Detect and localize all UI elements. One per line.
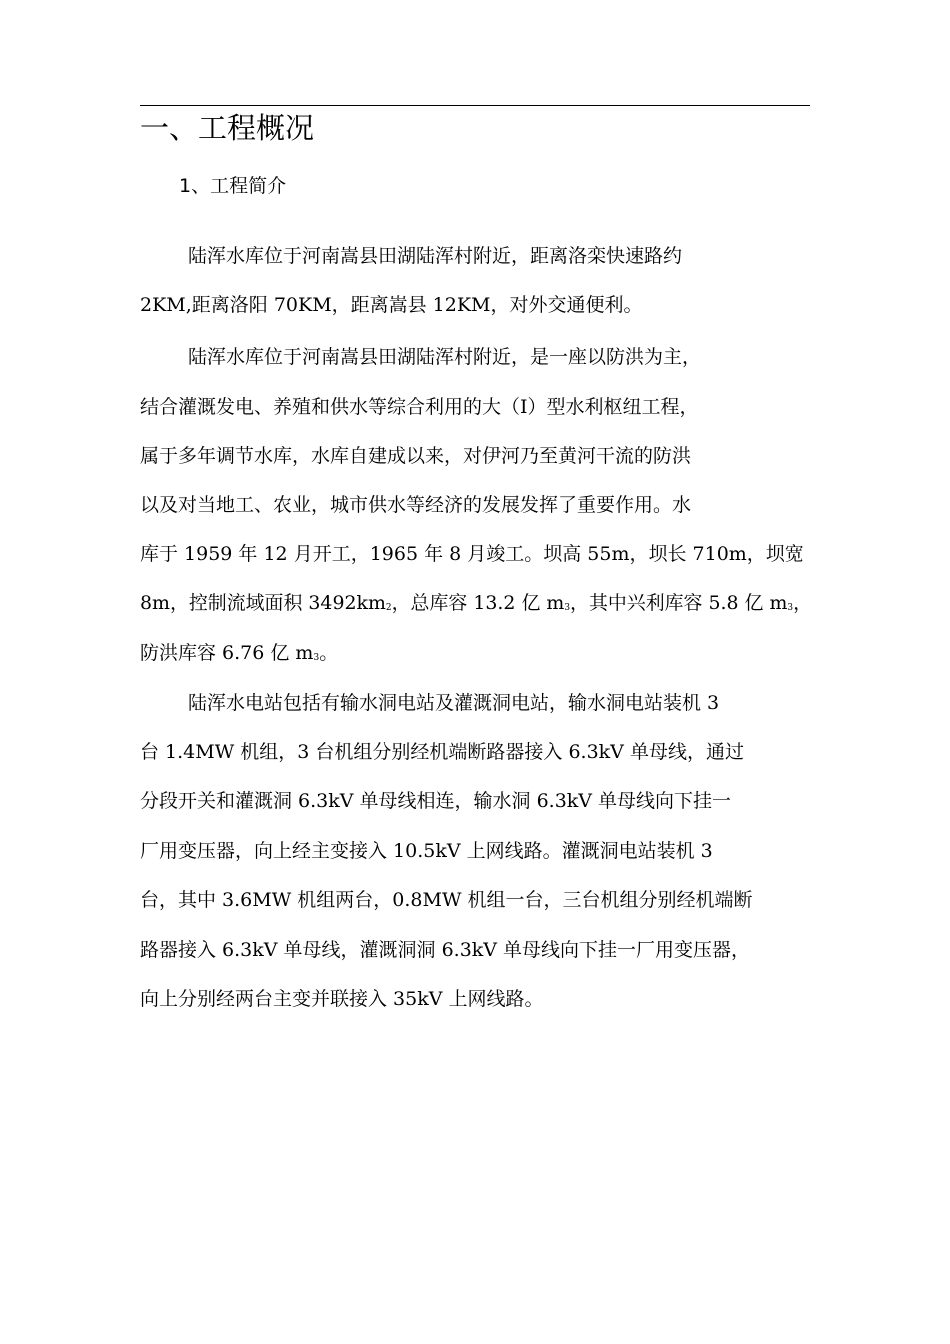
paragraph-2-line-6 bbox=[140, 590, 812, 616]
paragraph-3-line-3: 分段开关和灌溉洞 6.3kV 单母线相连，输水洞 6.3kV 单母线向下挂一 bbox=[140, 790, 732, 812]
area-unit-superscript: 2 bbox=[385, 603, 392, 613]
paragraph-2-line-2: 结合灌溉发电、养殖和供水等综合利用的大（I）型水利枢纽工程， bbox=[140, 396, 699, 418]
paragraph-1-line-2: 2KM,距离洛阳 70KM，距离嵩县 12KM，对外交通便利。 bbox=[140, 294, 643, 316]
paragraph-2-line-7-part-2: 。 bbox=[319, 642, 339, 664]
volume-unit-superscript-3: 3 bbox=[313, 653, 320, 663]
paragraph-2-line-7-part-1: 防洪库容 6.76 亿 m bbox=[140, 642, 314, 664]
paragraph-2-line-6-part-1: 8m，控制流域面积 3492km bbox=[140, 592, 386, 614]
paragraph-2-line-6-part-4: ， bbox=[793, 592, 813, 614]
paragraph-2-line-3: 属于多年调节水库，水库自建成以来，对伊河乃至黄河干流的防洪 bbox=[140, 445, 692, 467]
volume-unit-superscript-1: 3 bbox=[564, 603, 571, 613]
paragraph-3-line-6: 路器接入 6.3kV 单母线，灌溉洞洞 6.3kV 单母线向下挂一厂用变压器， bbox=[140, 939, 751, 961]
paragraph-3-line-7: 向上分别经两台主变并联接入 35kV 上网线路。 bbox=[140, 988, 544, 1010]
subsection-heading: 1、工程简介 bbox=[179, 175, 287, 197]
section-heading: 一、工程概况 bbox=[140, 111, 315, 145]
paragraph-2-line-6-part-3: ，其中兴利库容 5.8 亿 m bbox=[570, 592, 788, 614]
header-rule bbox=[140, 105, 810, 106]
paragraph-1-line-1: 陆浑水库位于河南嵩县田湖陆浑村附近，距离洛栾快速路约 bbox=[188, 245, 683, 267]
paragraph-2-line-5: 库于 1959 年 12 月开工，1965 年 8 月竣工。坝高 55m，坝长 710m，坝宽 bbox=[140, 543, 804, 565]
paragraph-2-line-1: 陆浑水库位于河南嵩县田湖陆浑村附近，是一座以防洪为主， bbox=[188, 346, 702, 368]
paragraph-3-line-4: 厂用变压器，向上经主变接入 10.5kV 上网线路。灌溉洞电站装机 3 bbox=[140, 840, 713, 862]
paragraph-3-line-2: 台 1.4MW 机组，3 台机组分别经机端断路器接入 6.3kV 单母线，通过 bbox=[140, 741, 744, 763]
paragraph-2-line-4: 以及对当地工、农业，城市供水等经济的发展发挥了重要作用。水 bbox=[140, 494, 692, 516]
paragraph-3-line-5: 台，其中 3.6MW 机组两台，0.8MW 机组一台，三台机组分别经机端断 bbox=[140, 889, 753, 911]
volume-unit-superscript-2: 3 bbox=[787, 603, 794, 613]
paragraph-2-line-7 bbox=[140, 640, 338, 666]
paragraph-2-line-6-part-2: ，总库容 13.2 亿 m bbox=[391, 592, 565, 614]
paragraph-3-line-1: 陆浑水电站包括有输水洞电站及灌溉洞电站，输水洞电站装机 3 bbox=[188, 692, 720, 714]
